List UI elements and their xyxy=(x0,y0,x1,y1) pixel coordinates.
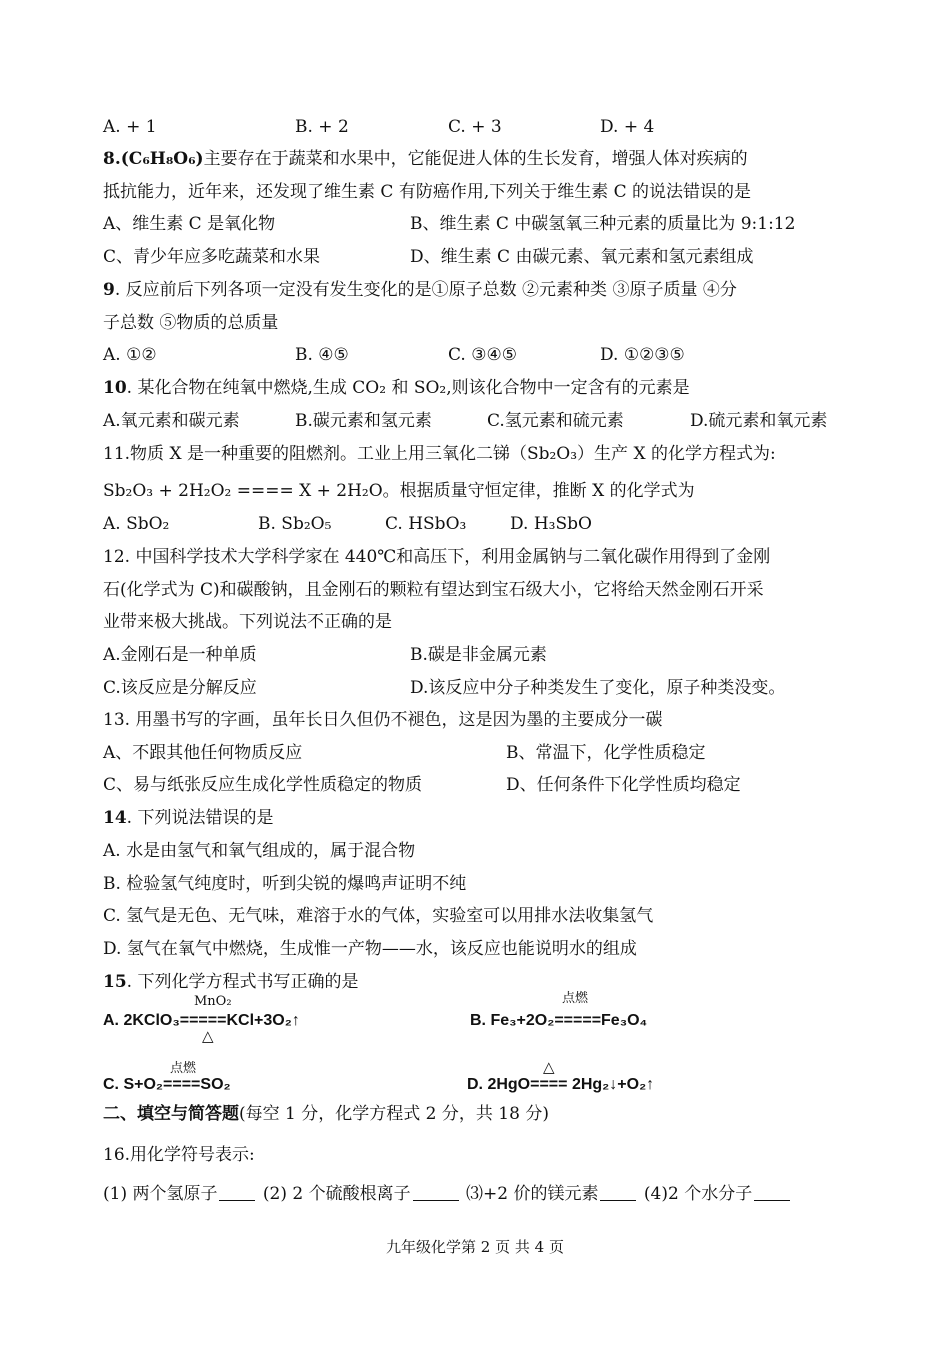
q10-option-a: A.氧元素和碳元素 xyxy=(103,411,240,431)
q16-part-4: (4)2 个水分子 xyxy=(643,1184,753,1204)
q10-text-1: . 某化合物在纯氧中燃烧,生成 CO₂ 和 SO₂,则该化合物中一定含有的元素是 xyxy=(126,378,690,398)
section2-title: 二、填空与简答题 xyxy=(103,1104,239,1124)
q14-option-b: B. 检验氢气纯度时，听到尖锐的爆鸣声证明不纯 xyxy=(103,874,467,894)
q15-b-condition: 点燃 xyxy=(562,991,589,1006)
q9-text-2: 子总数 ⑤物质的总质量 xyxy=(103,313,279,333)
page-footer: 九年级化学第 2 页 共 4 页 xyxy=(386,1238,564,1256)
q14-stem xyxy=(103,806,273,830)
q9-option-d: D. ①②③⑤ xyxy=(600,345,685,365)
q8-option-d: D、维生素 C 由碳元素、氧元素和氢元素组成 xyxy=(410,247,754,267)
q13-option-b: B、常温下，化学性质稳定 xyxy=(506,743,706,763)
q8-option-a: A、维生素 C 是氧化物 xyxy=(103,214,276,234)
q12-option-a: A.金刚石是一种单质 xyxy=(103,645,257,665)
q12-option-d: D.该反应中分子种类发生了变化，原子种类没变。 xyxy=(410,678,786,698)
q15-option-c: C. S+O₂====SO₂ xyxy=(103,1076,231,1093)
q12-option-b: B.碳是非金属元素 xyxy=(410,645,547,665)
q13-option-d: D、任何条件下化学性质均稳定 xyxy=(506,775,741,795)
q15-stem xyxy=(103,970,358,994)
q11-option-b: B. Sb₂O₅ xyxy=(258,514,332,534)
q11-text-1: 11.物质 X 是一种重要的阻燃剂。工业上用三氧化二锑（Sb₂O₃）生产 X 的化学方程式为: xyxy=(103,444,776,464)
q16-part-2: (2) 2 个硫酸根离子 xyxy=(262,1184,411,1204)
q15-text-1: . 下列化学方程式书写正确的是 xyxy=(126,972,359,992)
q11-option-d: D. H₃SbO xyxy=(510,514,592,534)
q11-text-2: Sb₂O₃ + 2H₂O₂ ==== X + 2H₂O。根据质量守恒定律，推断 X 的化学式为 xyxy=(103,481,695,501)
q9-option-b: B. ④⑤ xyxy=(295,345,349,365)
q12-option-c: C.该反应是分解反应 xyxy=(103,678,257,698)
q8-text-2: 抵抗能力，近年来，还发现了维生素 C 有防癌作用,下列关于维生素 C 的说法错误的是 xyxy=(103,182,752,202)
q7-option-c: C. + 3 xyxy=(448,117,502,137)
q13-text-1: 13. 用墨书写的字画，虽年长日久但仍不褪色，这是因为墨的主要成分一碳 xyxy=(103,710,663,730)
q14-option-c: C. 氢气是无色、无气味，难溶于水的气体，实验室可以用排水法收集氢气 xyxy=(103,906,654,926)
q10-option-d: D.硫元素和氧元素 xyxy=(690,411,828,431)
q15-a-heat-symbol: △ xyxy=(202,1027,214,1045)
q13-option-a: A、不跟其他任何物质反应 xyxy=(103,743,303,763)
q14-number: 14 xyxy=(103,808,127,828)
q8-formula: (C₆H₈O₆) xyxy=(120,149,204,169)
q16-blank-4[interactable] xyxy=(754,1184,790,1201)
q13-option-c: C、易与纸张反应生成化学性质稳定的物质 xyxy=(103,775,423,795)
q9-option-c: C. ③④⑤ xyxy=(448,345,517,365)
q7-option-a: A. + 1 xyxy=(103,117,157,137)
q10-option-c: C.氢元素和硫元素 xyxy=(487,411,624,431)
q15-d-heat-symbol: △ xyxy=(543,1058,555,1076)
q15-number: 15 xyxy=(103,972,127,992)
q9-option-a: A. ①② xyxy=(103,345,157,365)
q8-number: 8 xyxy=(103,149,115,169)
q14-option-a: A. 水是由氢气和氧气组成的，属于混合物 xyxy=(103,841,416,861)
q15-option-b: B. Fe₃+2O₂=====Fe₃O₄ xyxy=(470,1012,648,1029)
q16-text-1: 16.用化学符号表示: xyxy=(103,1145,255,1165)
q8-stem: 8.(C₆H₈O₆)主要存在于蔬菜和水果中，它能促进人体的生长发育，增强人体对疾病的 xyxy=(103,149,748,169)
q8-option-b: B、维生素 C 中碳氢氧三种元素的质量比为 9:1:12 xyxy=(410,214,796,234)
q9-stem xyxy=(103,278,737,302)
q8-text-1: 主要存在于蔬菜和水果中，它能促进人体的生长发育，增强人体对疾病的 xyxy=(203,149,748,169)
q7-option-b: B. + 2 xyxy=(295,117,349,137)
q14-option-d: D. 氢气在氧气中燃烧，生成惟一产物——水，该反应也能说明水的组成 xyxy=(103,939,637,959)
q16-blank-1[interactable] xyxy=(219,1184,255,1201)
q11-option-a: A. SbO₂ xyxy=(103,514,170,534)
q16-part-1: (1) 两个氢原子 xyxy=(103,1184,218,1204)
q12-text-2: 石(化学式为 C)和碳酸钠，且金刚石的颗粒有望达到宝石级大小，它将给天然金刚石开采 xyxy=(103,580,764,600)
q10-stem xyxy=(103,376,690,400)
q15-option-d: D. 2HgO==== 2Hg₂↓+O₂↑ xyxy=(467,1076,655,1093)
q16-blank-2[interactable] xyxy=(413,1184,459,1201)
q12-text-3: 业带来极大挑战。下列说法不正确的是 xyxy=(103,612,392,632)
q15-option-a: A. 2KClO₃=====KCl+3O₂↑ xyxy=(103,1012,300,1029)
q16-parts xyxy=(103,1182,792,1206)
q7-option-d: D. + 4 xyxy=(600,117,655,137)
q15-c-condition: 点燃 xyxy=(170,1061,197,1076)
q11-option-c: C. HSbO₃ xyxy=(385,514,467,534)
q9-text-1: . 反应前后下列各项一定没有发生变化的是①原子总数 ②元素种类 ③原子质量 ④分 xyxy=(114,280,737,300)
q16-part-3: ⑶+2 价的镁元素 xyxy=(466,1184,599,1204)
q10-option-b: B.碳元素和氢元素 xyxy=(295,411,432,431)
q16-blank-3[interactable] xyxy=(600,1184,636,1201)
q12-text-1: 12. 中国科学技术大学科学家在 440℃和高压下，利用金属钠与二氧化碳作用得到了金刚 xyxy=(103,547,771,567)
q15-a-catalyst: MnO₂ xyxy=(194,994,232,1009)
section2-note: (每空 1 分，化学方程式 2 分，共 18 分) xyxy=(239,1104,549,1124)
q8-option-c: C、青少年应多吃蔬菜和水果 xyxy=(103,247,321,267)
q9-number: 9 xyxy=(103,280,115,300)
q14-text-1: . 下列说法错误的是 xyxy=(126,808,274,828)
section2-heading xyxy=(103,1102,549,1126)
q10-number: 10 xyxy=(103,378,127,398)
